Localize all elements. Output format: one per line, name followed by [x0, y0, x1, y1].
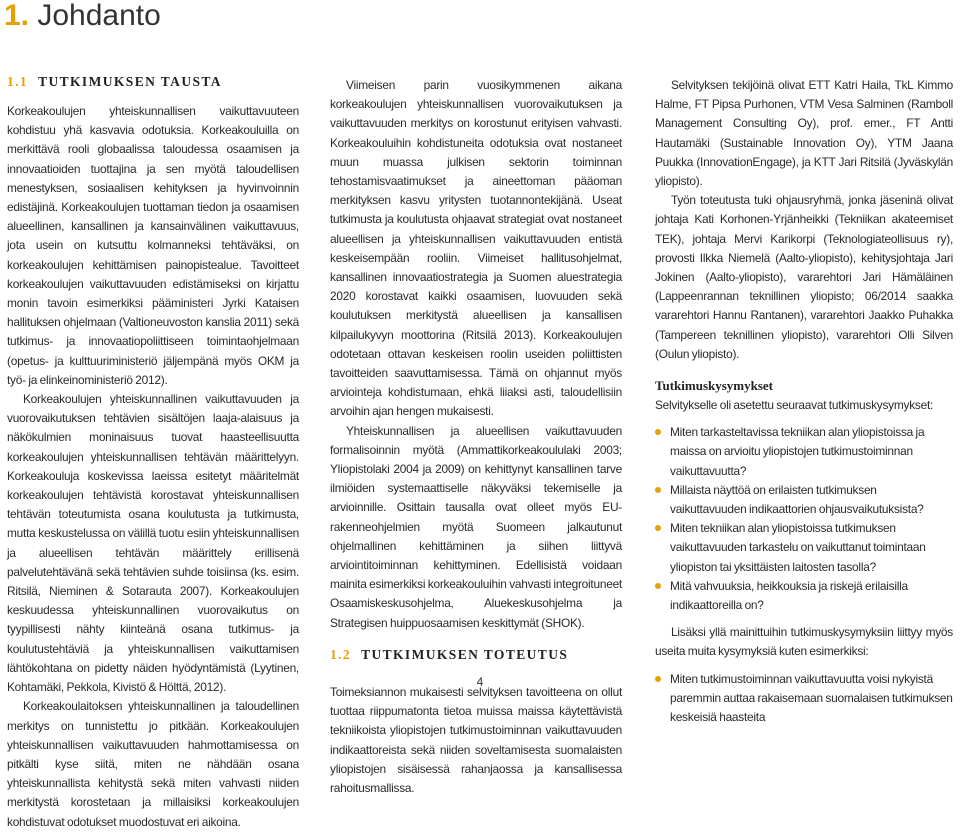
list-item [655, 481, 953, 519]
section-number: 1.2 [330, 646, 352, 662]
column-middle [330, 76, 622, 798]
column-right [655, 76, 953, 727]
paragraph: Yhteiskunnallisen ja alueellisen vaikuttavuuden formalisoinnin myötä (Ammattikorkeakoululaki 2003; Yliopistolaki 2004 ja 2009) on kehittynyt kansallinen tarve ilmiöiden systemaattiselle näkyväksi tekemiselle ja arvioinnille. Osittain tausalla ovat olleet myös EU-rakenneohjelmien myötä Suomeen jalkautunut ohjelmallinen kehittäminen ja siihen liittyvä arviointitoiminnan kehittyminen. Edellisistä voidaan mainita esimerkiksi korkeakouluihin vahvasti integroituneet Osaamiskeskusohjelma, Aluekeskusohjelma ja Strategisen huippuosaamisen keskittymät (SHOK). [330, 423, 622, 630]
list-item-text: Mitä vahvuuksia, heikkouksia ja riskejä erilaisilla indikaattoreilla on? [670, 578, 908, 613]
paragraph: Korkeakoulujen yhteiskunnallinen vaikuttavuuden ja vuorovaikutuksen tehtävien sisältöjen laaja-alaisuus ja näkökulmien moninaisuus tuovat haasteellisuutta korkeakoulujen yhteiskunnallisen tehtävän määrittelyyn. Korkeakouluja koskevissa laeissa esitetyt määritelmät korkeakoulujen tehtävistä korostavat yhteiskunnallisen tehtävän toteutumista osana koulutusta ja tutkimusta, mutta keskustelussa on välillä tuotu esiin yhteiskunnallisen ja alueellisen tehtävän määrittely erillisenä palvelutehtävänä sekä tehtävien suhde toisiinsa (ks. esim. Ritsilä, Nieminen & Sotarauta 2007). Korkeakoulujen keskuudessa yhteiskunnallinen vuorovaikutus on tyypillisesti nähty kiinteänä osana tutkimus- ja koulutustehtäviä ja yhteiskunnallisen vaikuttamisen lähtökohtana on pidetty näiden hyödyntämistä (Lyytinen, Kohtamäki, Pekkola, Kivistö & Hölttä, 2012). [7, 392, 299, 695]
paragraph: Selvitykselle oli asetettu seuraavat tutkimuskysymykset: [655, 398, 934, 413]
paragraph: Toimeksiannon mukaisesti selvityksen tavoitteena on ollut tuottaa riippumatonta tietoa muissa maissa käytettävistä tekniikoista yliopistojen tutkimustoiminnan vaikuttavuuden indikaattoreista sekä niiden soveltamisesta suomalaisten yliopistojen sisäisessä rahanjaossa ja kansallisessa rahoitusmallissa. [330, 684, 622, 795]
list-item [655, 423, 953, 481]
bullet-icon [655, 583, 661, 589]
bullet-icon [655, 525, 661, 531]
paragraph: Lisäksi yllä mainittuihin tutkimuskysymyksiin liittyy myös useita muita kysymyksiä kuten esimerkiksi: [655, 625, 953, 659]
section-number: 1.1 [7, 74, 29, 89]
list-item-text: Miten tarkasteltavissa tekniikan alan yliopistoissa ja maissa on arvioitu yliopistojen tutkimustoiminnan vaikuttavuutta? [670, 425, 925, 478]
chapter-heading [4, 0, 161, 36]
subheading-research-questions: Tutkimuskysymykset [655, 378, 774, 394]
chapter-title: Johdanto [37, 0, 161, 32]
question-list [655, 423, 953, 615]
paragraph: Korkeakoulaitoksen yhteiskunnallinen ja taloudellinen merkitys on tunnistettu jo pitkään. Korkeakoulujen yhteiskunnallisen vaikuttavuuden hahmottamisessa on pitkälti kyse siitä, miten ne nähdään osana yhteiskunnallista kehitystä sekä miten vahvasti niiden merkitystä korostetaan ja millaisiksi korkeakoulujen kohdistuvat odotukset muodostuvat eri aikoina. [7, 699, 299, 829]
section-heading-1-2 [330, 647, 622, 663]
section-title: TUTKIMUKSEN TAUSTA [38, 74, 222, 89]
column-left [7, 74, 299, 832]
bullet-icon [655, 487, 661, 493]
paragraph: Viimeisen parin vuosikymmenen aikana korkeakoulujen yhteiskunnallisen vuorovaikutuksen ja vaikuttavuuden merkitys on korostunut erityisen vahvasti. Korkeakouluihin kohdistuneita odotuksia ovat nostaneet muun muassa julkisen sektorin toiminnan tehostamisvaatimukset ja aineettoman pääoman merkityksen kasvu yritysten tuotannontekijänä. Useat tutkimusta ja koulutusta ohjaavat strategiat ovat nostaneet alueellisen ja yhteiskunnallisen vaikuttavuuden entistä keskeisempään rooliin. Viimeiset hallitusohjelmat, kansallinen innovaatiostrategia ja Suomen aluestrategia 2020 korostavat kaikki osaamisen, luovuuden sekä koulutuksen merkitystä alueellisen ja kansallisen kilpailukyvyn moottorina (Ritsilä 2013). Korkeakoulujen odotetaan ottavan keskeisen roolin useiden poliittisten tavoitteiden saavuttamisessa. Tämä on ohjannut myös arviointeja kohdistumaan, ehkä liiaksi asti, taloudellisiin arvoihin ajan hengen mukaisesti. [330, 78, 622, 419]
list-item [655, 577, 953, 615]
paragraph: Työn toteutusta tuki ohjausryhmä, jonka jäseninä olivat johtaja Kati Korhonen-Yrjänheikki (Tekniikan akateemiset TEK), johtaja Mervi Karikorpi (Teknologiateollisuus ry), provosti Ilkka Niemelä (Aalto-yliopisto), kehitysjohtaja Jari Jokinen (Aalto-yliopisto), vararehtori Jari Hämäläinen (Lappeenrannan teknillinen yliopisto; 06/2014 saakka vararehtori Hannu Rantanen), vararehtori Jaakko Puhakka (Tampereen teknillinen yliopisto), vararehtori Olli Silven (Oulun yliopisto). [655, 193, 953, 361]
list-item-text: Miten tekniikan alan yliopistoissa tutkimuksen vaikuttavuuden tarkastelu on vaikuttanut toimintaan yliopiston tai yksittäisten laitosten tasolla? [670, 521, 926, 574]
bullet-icon [655, 429, 661, 435]
list-item-text: Millaista näyttöä on erilaisten tutkimuksen vaikuttavuuden indikaattorien ohjausvaikutuksista? [670, 482, 924, 517]
section-title: TUTKIMUKSEN TOTEUTUS [361, 646, 569, 662]
section-heading-1-1 [7, 74, 299, 90]
list-item-text: Miten tutkimustoiminnan vaikuttavuutta voisi nykyistä paremmin auttaa rakaisemaan suomalaisen tutkimuksen keskeisiä haasteita [670, 671, 953, 725]
paragraph: Selvityksen tekijöinä olivat ETT Katri Haila, TkL Kimmo Halme, FT Pipsa Purhonen, VTM Vesa Salminen (Ramboll Management Consulting Oy), prof. emer., FT Antti Hautamäki (Sustainable Innovation Oy), YTM Jaana Puukka (InnovationEngage), ja KTT Jari Ritsilä (Jyväskylän yliopisto). [655, 78, 953, 189]
chapter-number: 1. [4, 0, 30, 32]
list-item [655, 519, 953, 577]
page-number: 4 [476, 675, 484, 689]
paragraph: Korkeakoulujen yhteiskunnallisen vaikuttavuuteen kohdistuu yhä kasvavia odotuksia. Korkeakouluilla on merkittävä rooli globaalissa taloudessa osaamisen ja innovaatioiden tuottajina ja sen myötä taloudellisen menestyksen, sosiaalisen kehityksen ja hyvinvoinnin edistäjinä. Korkeakoulujen tuottaman tiedon ja osaamisen alueellinen, kansallinen ja kansainvälinen vaikuttavuus, jota usein on kutsuttu kolmanneksi tehtäväksi, on korkeakoulujen kehittämisen painopistealue. Tavoitteet korkeakoulujen vaikuttavuuden edistämiseksi on kirjattu monin tavoin esimerkiksi pääministeri Jyrki Kataisen hallituksen ohjelmaan (Valtioneuvoston kanslia 2011) sekä tutkimus- ja innovaatiopoliittiseen toimintaohjelmaan (opetus- ja kulttuuriministeriö jäljempänä myös OKM ja työ- ja elinkeinoministeriö 2012). [7, 104, 299, 387]
